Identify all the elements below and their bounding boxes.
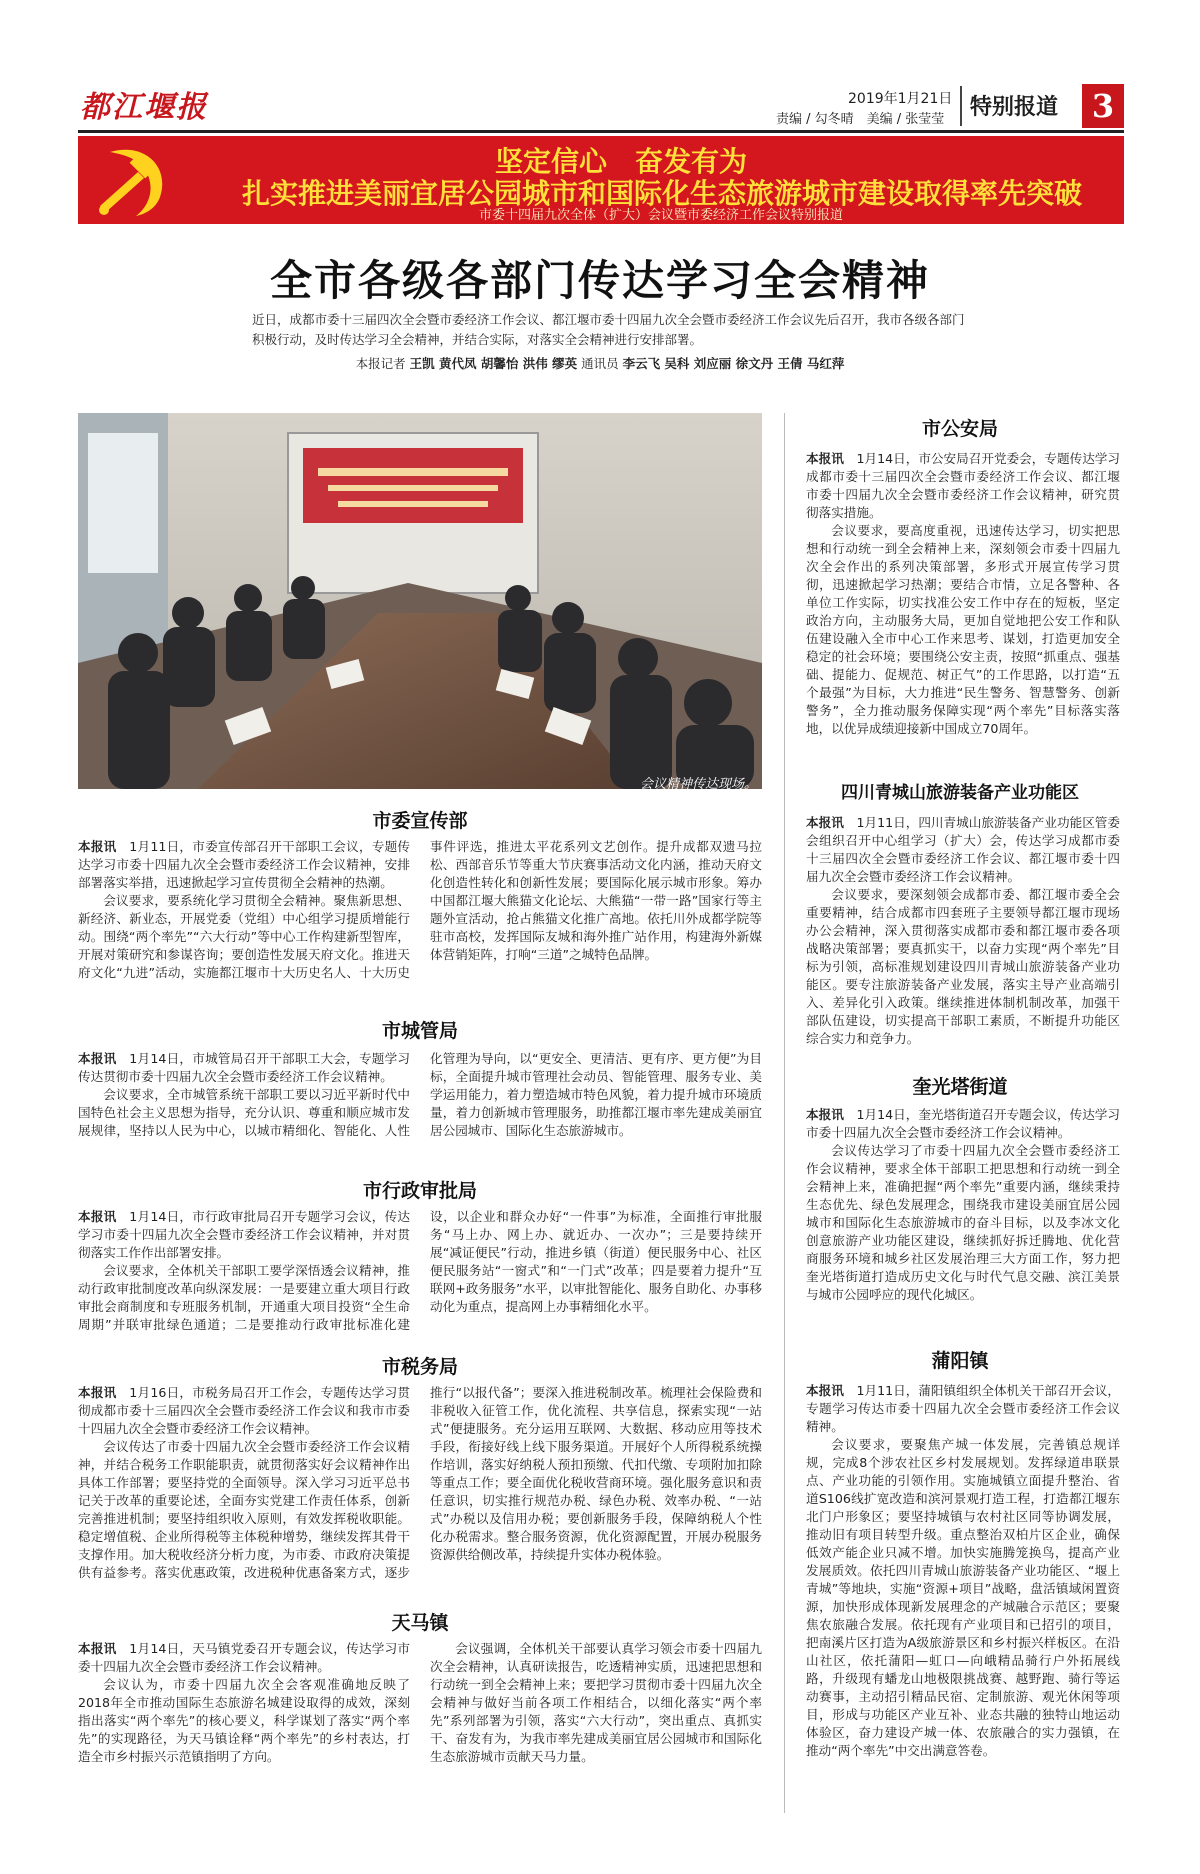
paragraph: 会议强调，全体机关干部要认真学习领会市委十四届九次全会精神，认真研读报告，吃透精神实质，迅速把思想和行动统一到全会精神上来；要把学习贯彻市委十四届九次全会精神与做好当前各项工作相结合，以细化落实“两个率先”系列部署为引领，落实“六大行动”，突出重点、真抓实干、奋发有为，为我市率先建成美丽宜居公园城市和国际化生态旅游城市贡献天马力量。 [430,1641,762,1764]
paragraph: 会议认为，市委十四届九次全会客观准确地反映了2018年全市推动国际生态旅游名城建设取得的成效，深刻指出落实“两个率先”的核心要义，科学谋划了落实“两个率先”的实现路径，为天马镇诠释“两个率先”的乡村表达，打造全市乡村振兴示范镇指明了方向。 [78,1677,410,1764]
section-title-qingcheng: 四川青城山旅游装备产业功能区 [841,783,1079,803]
section-body-kuiguangta [806,1106,1120,1304]
reporter-names: 王凯 黄代凤 胡馨怡 洪伟 缪英 [409,356,578,371]
meeting-scene-illustration [78,413,762,789]
section-body-qingcheng [806,814,1120,1048]
paragraph: 1月14日，市行政审批局召开专题学习会议，传达学习市委十四届九次全会暨市委经济工作会议精神，并对贯彻落实工作作出部署安排。 [78,1209,411,1260]
paragraph: 1月14日，奎光塔街道召开专题会议，传达学习市委十四届九次全会暨市委经济工作会议精神。 [806,1107,1121,1140]
paragraph: 会议传达学习了市委十四届九次全会暨市委经济工作会议精神，要求全体干部职工把思想和行动统一到全会精神上来，准确把握“两个率先”重要内涵，继续秉持生态优先、绿色发展理念，围绕我市建设美丽宜居公园城市和国际化生态旅游城市的奋斗目标，以及李冰文化创意旅游产业功能区建设，继续抓好拆迁腾地、优化营商服务环境和城乡社区发展治理三大方面工作，努力把奎光塔街道打造成历史文化与时代气息交融、滨江美景与城市公园呼应的现代化城区。 [806,1143,1120,1302]
news-tag: 本报讯 [806,1383,844,1398]
editors-credit: 责编 / 勾冬晴 美编 / 张莹莹 [776,112,945,127]
section-body-gongan [806,450,1120,738]
paragraph: 1月14日，市公安局召开党委会，专题传达学习成都市委十三届四次全会暨市委经济工作会议、都江堰市委十四届九次全会暨市委经济工作会议精神，研究贯彻落实措施。 [806,451,1121,520]
header-divider [960,86,962,126]
section-body-puyang [806,1382,1120,1760]
banner-subline: 市委十四届九次全体（扩大）会议暨市委经济工作会议特别报道 [478,208,843,223]
paragraph: 会议要求，要系统化学习贯彻全会精神。聚焦新思想、新经济、新业态，开展党委（党组）中心组学习提质增能行动。围绕“两个率先”“六大行动”等中心工作构建新型智库，开展对策研究和参谋咨询；要创造性发展天府文化。推进天府文化“九进”活动，实施都江堰市十大历史名人、十大历史事件评选，推进太平花系列文艺创作。提升成都双遗马拉松、西部音乐节等重大节庆赛事活动文化内涵，推动天府文化创造性转化和创新性发展；要国际化展示城市形象。筹办中国都江堰大熊猫文化论坛、大熊猫“一带一路”国家行等主题外宣活动，抢占熊猫文化推广高地。依托川外成都学院等驻市高校，发挥国际友城和海外推广站作用，构建海外新媒体营销矩阵，打响“三道”之城特色品牌。 [78,839,762,980]
paragraph: 1月11日，四川青城山旅游装备产业功能区管委会组织召开中心组学习（扩大）会，传达学习成都市委十三届四次全会暨市委经济工作会议、都江堰市委十四届九次全会暨市委经济工作会议精神。 [806,815,1121,884]
section-title-kuiguangta: 奎光塔街道 [912,1076,1008,1098]
banner-slogan: 坚定信心 奋发有为 [494,145,747,178]
section-title-xuanchuan: 市委宣传部 [372,810,468,832]
correspondent-names: 李云飞 吴科 刘应丽 徐文丹 王倩 马红萍 [622,356,845,371]
article-title: 全市各级各部门传达学习全会精神 [269,256,930,305]
section-body-xingzheng [78,1208,762,1348]
news-tag: 本报讯 [78,1385,117,1400]
paragraph: 会议要求，全市城管系统干部职工要以习近平新时代中国特色社会主义思想为指导，充分认识、尊重和顺应城市发展规律，坚持以人民为中心，以城市精细化、智能化、人性化管理为导向，以“更安全、更清洁、更有序、更方便”为目标，全面提升城市管理社会动员、智能管理、服务专业、美学运用能力，着力塑造城市特色风貌，着力提升城市环境质量，着力创新城市管理服务，助推都江堰市率先建成美丽宜居公园城市、国际化生态旅游城市。 [78,1051,762,1138]
paragraph: 1月16日，市税务局召开工作会，专题传达学习贯彻成都市委十三届四次全会暨市委经济工作会议和我市市委十四届九次全会暨市委经济工作会议精神。 [78,1385,411,1436]
section-title-shuiwu: 市税务局 [381,1356,458,1378]
paragraph: 1月11日，市委宣传部召开干部职工会议，专题传达学习市委十四届九次全会暨市委经济工作会议精神，安排部署落实举措，迅速掀起学习宣传贯彻全会精神的热潮。 [78,839,411,890]
section-title-xingzheng: 市行政审批局 [362,1180,477,1202]
byline-label-reporters: 本报记者 [355,356,406,371]
paragraph: 会议要求，要聚焦产城一体发展，完善镇总规详规，完成8个涉农社区乡村发展规划。发挥绿道串联景点、产业功能的引领作用。实施城镇立面提升整治、省道S106线扩宽改造和滨河景观打造工程，打造都江堰东北门户形象区；要坚持城镇与农村社区同等协调发展，推动旧有项目转型升级。重点整治双柏片区企业，确保低效产能企业只减不增。加快实施腾笼换鸟，提高产业发展质效。依托四川青城山旅游装备产业功能区、“堰上青城”等地块，实施“资源+项目”战略，盘活镇域闲置资源，加快形成体现新发展理念的产城融合示范区；要聚焦农旅融合发展。依托现有产业项目和已招引的项目，把南溪片区打造为A级旅游景区和乡村振兴样板区。在沿山社区，依托蒲阳—虹口—向峨精品骑行户外拓展线路，升级现有蟠龙山地极限挑战赛、越野跑、骑行等运动赛事，主动招引精品民宿、定制旅游、观光休闲等项目，形成与功能区产业互补、业态共融的独特山地运动体验区，奋力建设产城一体、农旅融合的实力强镇，在推动“两个率先”中交出满意答卷。 [806,1437,1120,1758]
section-body-shuiwu [78,1384,762,1612]
column-divider [784,413,785,1813]
photo-caption: 会议精神传达现场。 [640,777,758,792]
page-number: 3 [1082,84,1124,128]
section-title-chengguan: 市城管局 [381,1020,458,1042]
paragraph: 会议要求，全体机关干部职工要学深悟透会议精神，推动行政审批制度改革向纵深发展：一是要建立重大项目行政审批会商制度和专班服务机制，开通重大项目投资“全生命周期”并联审批绿色通道；二是要推动行政审批标准化建设，以企业和群众办好“一件事”为标准，全面推行审批服务“马上办、网上办、就近办、一次办”；三是要持续开展“减证便民”行动，推进乡镇（街道）便民服务中心、社区便民服务站“一窗式”和“一门式”改革；四是要着力提升“互联网+政务服务”水平，以审批智能化、服务自助化、办事移动化为重点，提高网上办事精细化水平。 [78,1209,762,1332]
byline-label-correspondents: 通讯员 [581,356,619,371]
article-lead: 近日，成都市委十三届四次全会暨市委经济工作会议、都江堰市委十四届九次全会暨市委经济工作会议先后召开，我市各级各部门积极行动，及时传达学习全会精神，并结合实际，对落实全会精神进行安排部署。 [252,312,965,347]
section-title-tianma: 天马镇 [391,1612,449,1634]
news-tag: 本报讯 [806,1107,844,1122]
paragraph: 会议要求，要深刻领会成都市委、都江堰市委全会重要精神，结合成都市四套班子主要领导都江堰市现场办公会精神，深入贯彻落实成都市委和都江堰市委各项战略决策部署；要真抓实干，以奋力实现“两个率先”目标为引领，高标准规划建设四川青城山旅游装备产业功能区。要专注旅游装备产业发展，落实主导产业高端引入、差异化引入政策。继续推进体制机制改革，加强干部队伍建设，切实提高干部职工素质，不断提升功能区综合实力和竞争力。 [806,887,1120,1046]
section-body-chengguan [78,1050,762,1182]
paragraph: 1月14日，天马镇党委召开专题会议，传达学习市委十四届九次全会暨市委经济工作会议精神。 [78,1641,411,1674]
news-tag: 本报讯 [806,815,844,830]
header-rule [78,130,1124,133]
news-tag: 本报讯 [78,1209,117,1224]
paragraph: 会议传达了市委十四届九次全会暨市委经济工作会议精神，并结合税务工作职能职责，就贯彻落实好会议精神作出具体工作部署；要坚持党的全面领导。深入学习习近平总书记关于改革的重要论述，全面夯实党建工作责任体系，创新完善推进机制；要坚持组织收入原则，有效发挥税收职能。稳定增值税、企业所得税等主体税种增势，继续发挥其骨干支撑作用。加大税收经济分析力度，为市委、市政府决策提供有益参考。落实优惠政策，改进税种优惠备案方式，逐步推行“以报代备”；要深入推进税制改革。梳理社会保险费和非税收入征管工作，优化流程、共享信息，探索实现“一站式”便捷服务。充分运用互联网、大数据、移动应用等技术手段，衔接好线上线下服务渠道。开展好个人所得税系统操作培训，落实好纳税人预扣预缴、代扣代缴、专项附加扣除等重点工作；要全面优化税收营商环境。强化服务意识和责任意识，切实推行规范办税、绿色办税、效率办税、“一站式”办税以及信用办税；要创新服务手段，保障纳税人个性化办税需求。整合服务资源，优化资源配置，开展办税服务资源供给侧改革，持续提升实体办税体验。 [78,1385,762,1580]
section-title-gongan: 市公安局 [921,418,998,440]
banner-headline: 扎实推进美丽宜居公园城市和国际化生态旅游城市建设取得率先突破 [241,177,1082,210]
paragraph: 会议要求，要高度重视，迅速传达学习，切实把思想和行动统一到全会精神上来，深刻领会市委十四届九次全会作出的系列决策部署，多形式开展宣传学习贯彻，迅速掀起学习热潮；要结合市情，立足各警种、各单位工作实际，切实找准公安工作中存在的短板，坚定政治方向，主动服务大局，更加自觉地把公安工作和队伍建设融入全市中心工作来思考、谋划，打造更加安全稳定的社会环境；要围绕公安主责，按照“抓重点、强基础、提能力、促规范、树正气”的工作思路，以打造“五个最强”为目标，大力推进“民生警务、智慧警务、创新警务”，全力推动服务保障实现“两个率先”目标落实落地，以优异成绩迎接新中国成立70周年。 [806,523,1120,736]
section-body-tianma [78,1640,762,1816]
paragraph: 1月11日，蒲阳镇组织全体机关干部召开会议，专题学习传达市委十四届九次全会暨市委经济工作会议精神。 [806,1383,1121,1434]
section-title-puyang: 蒲阳镇 [931,1350,989,1372]
news-tag: 本报讯 [78,1051,117,1066]
article-byline [0,354,1200,372]
issue-date: 2019年1月21日 [848,91,953,107]
special-report-banner [78,136,1124,224]
newspaper-logo: 都江堰报 [80,90,208,125]
news-tag: 本报讯 [78,839,117,854]
news-tag: 本报讯 [806,451,844,466]
section-name: 特别报道 [970,95,1059,120]
news-tag: 本报讯 [78,1641,117,1656]
meeting-photo [78,413,762,789]
paragraph: 1月14日，市城管局召开干部职工大会，专题学习传达贯彻市委十四届九次全会暨市委经济工作会议精神。 [78,1051,411,1084]
